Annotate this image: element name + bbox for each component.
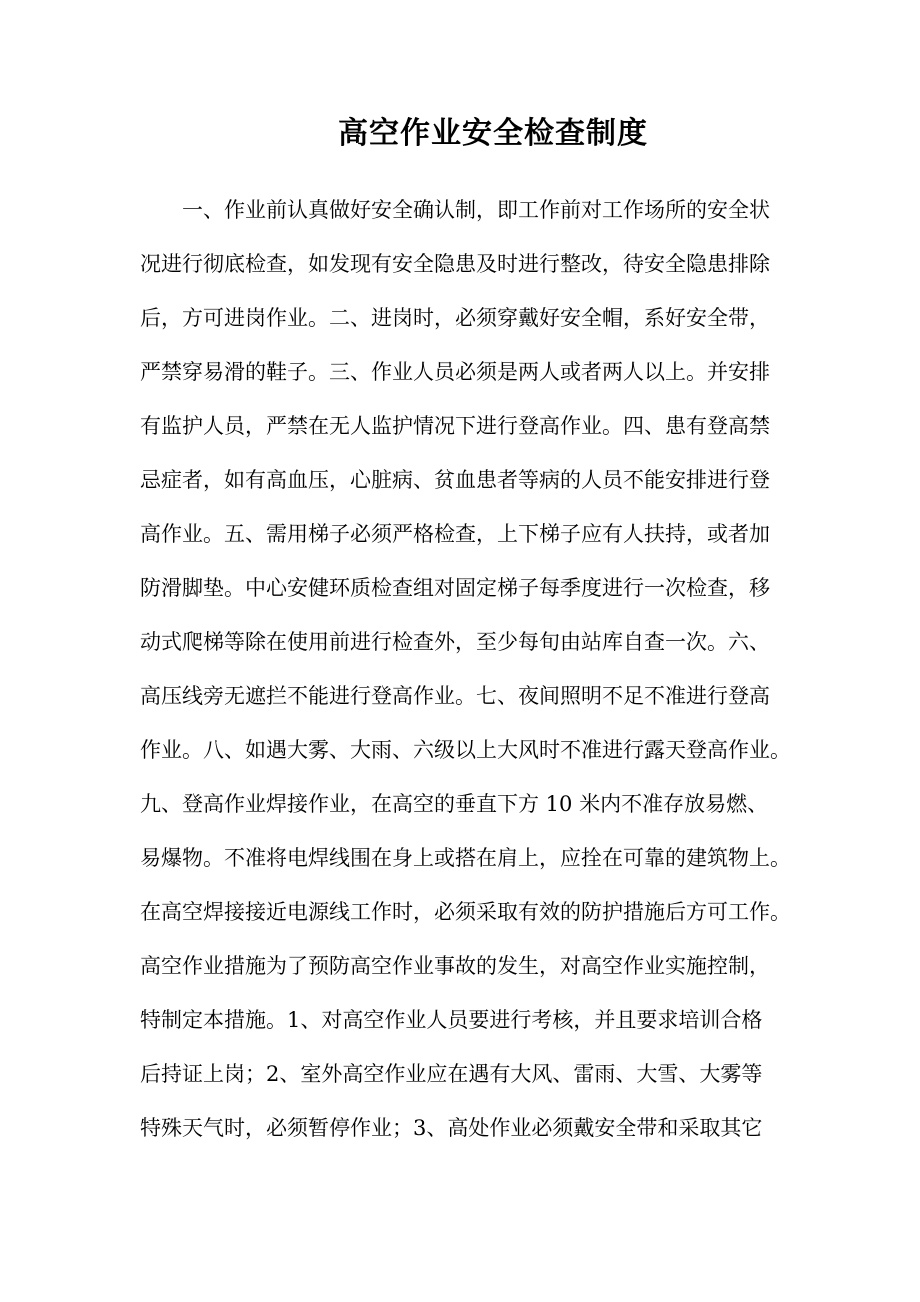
paragraph-line: 高作业。五、需用梯子必须严格检查，上下梯子应有人扶持，或者加 [140, 522, 770, 546]
document-title: 高空作业安全检查制度 [338, 116, 648, 151]
paragraph-line: 高压线旁无遮拦不能进行登高作业。七、夜间照明不足不准进行登高 [140, 684, 770, 708]
paragraph-line: 有监护人员，严禁在无人监护情况下进行登高作业。四、患有登高禁 [140, 414, 770, 438]
paragraph-line: 后，方可进岗作业。二、进岗时，必须穿戴好安全帽，系好安全带， [140, 306, 770, 330]
paragraph-line: 在高空焊接接近电源线工作时，必须采取有效的防护措施后方可工作。 [140, 900, 791, 924]
paragraph-line: 作业。八、如遇大雾、大雨、六级以上大风时不准进行露天登高作业。 [140, 738, 791, 762]
paragraph-line: 防滑脚垫。中心安健环质检查组对固定梯子每季度进行一次检查，移 [140, 576, 770, 600]
paragraph-line: 特殊天气时，必须暂停作业；3、高处作业必须戴安全带和采取其它 [140, 1116, 763, 1140]
paragraph-line: 严禁穿易滑的鞋子。三、作业人员必须是两人或者两人以上。并安排 [140, 360, 770, 384]
paragraph-line: 九、登高作业焊接作业，在高空的垂直下方 10 米内不准存放易燃、 [140, 792, 769, 816]
paragraph-line: 易爆物。不准将电焊线围在身上或搭在肩上，应拴在可靠的建筑物上。 [140, 846, 791, 870]
paragraph-line: 一、作业前认真做好安全确认制，即工作前对工作场所的安全状 [182, 198, 770, 222]
paragraph-line: 动式爬梯等除在使用前进行检查外，至少每旬由站库自查一次。六、 [140, 630, 770, 654]
paragraph-line: 后持证上岗；2、室外高空作业应在遇有大风、雷雨、大雪、大雾等 [140, 1062, 763, 1086]
paragraph-line: 忌症者，如有高血压，心脏病、贫血患者等病的人员不能安排进行登 [140, 468, 770, 492]
paragraph-line: 况进行彻底检查，如发现有安全隐患及时进行整改，待安全隐患排除 [140, 252, 770, 276]
paragraph-line: 特制定本措施。1、对高空作业人员要进行考核，并且要求培训合格 [140, 1008, 763, 1032]
paragraph-line: 高空作业措施为了预防高空作业事故的发生，对高空作业实施控制， [140, 954, 770, 978]
